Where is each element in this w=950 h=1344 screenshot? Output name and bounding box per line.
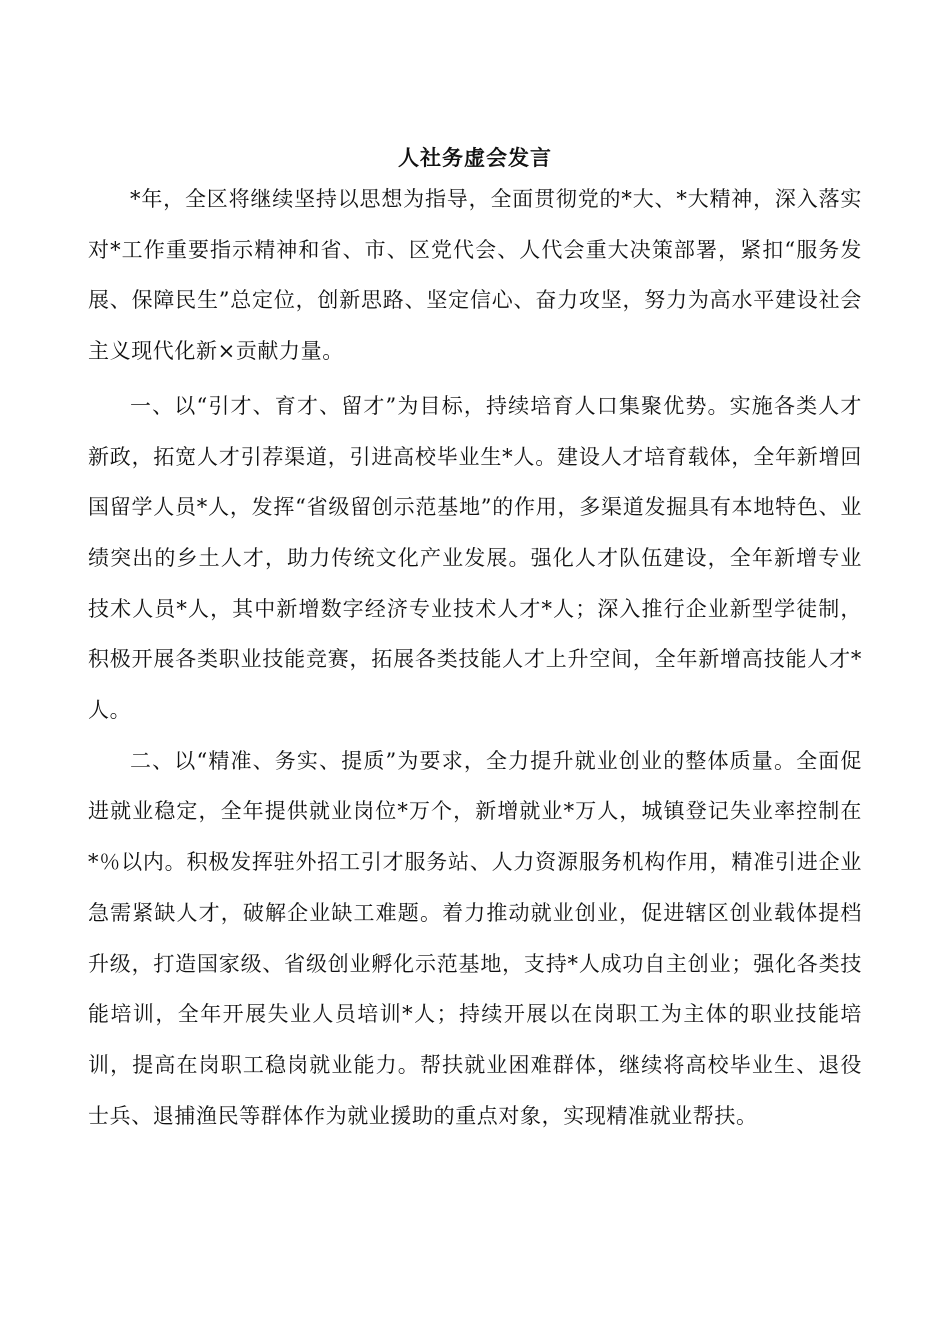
paragraph-section-one: 一、以“引才、育才、留才”为目标，持续培育人口集聚优势。实施各类人才新政，拓宽人才引荐渠道，引进高校毕业生*人。建设人才培育载体，全年新增回国留学人员*人，发挥“省级留创示范基地”的作用，多渠道发掘具有本地特色、业绩突出的乡土人才，助力传统文化产业发展。强化人才队伍建设，全年新增专业技术人员*人，其中新增数字经济专业技术人才*人；深入推行企业新型学徒制，积极开展各类职业技能竞赛，拓展各类技能人才上升空间，全年新增高技能人才*人。 [88,393,862,723]
paragraph-section-two: 二、以“精准、务实、提质”为要求，全力提升就业创业的整体质量。全面促进就业稳定，全年提供就业岗位*万个，新增就业*万人，城镇登记失业率控制在*％以内。积极发挥驻外招工引才服务站、人力资源服务机构作用，精准引进企业急需紧缺人才，破解企业缺工难题。着力推动就业创业，促进辖区创业载体提档升级，打造国家级、省级创业孵化示范基地，支持*人成功自主创业；强化各类技能培训，全年开展失业人员培训*人；持续开展以在岗职工为主体的职业技能培训，提高在岗职工稳岗就业能力。帮扶就业困难群体，继续将高校毕业生、退役士兵、退捕渔民等群体作为就业援助的重点对象，实现精准就业帮扶。 [88,748,862,1128]
document-title: 人社务虚会发言 [398,145,552,170]
document-body [88,174,862,1141]
paragraph-intro: *年，全区将继续坚持以思想为指导，全面贯彻党的*大、*大精神，深入落实对*工作重要指示精神和省、市、区党代会、人代会重大决策部署，紧扣“服务发展、保障民生”总定位，创新思路、坚定信心、奋力攻坚，努力为高水平建设社会主义现代化新×贡献力量。 [88,187,862,364]
